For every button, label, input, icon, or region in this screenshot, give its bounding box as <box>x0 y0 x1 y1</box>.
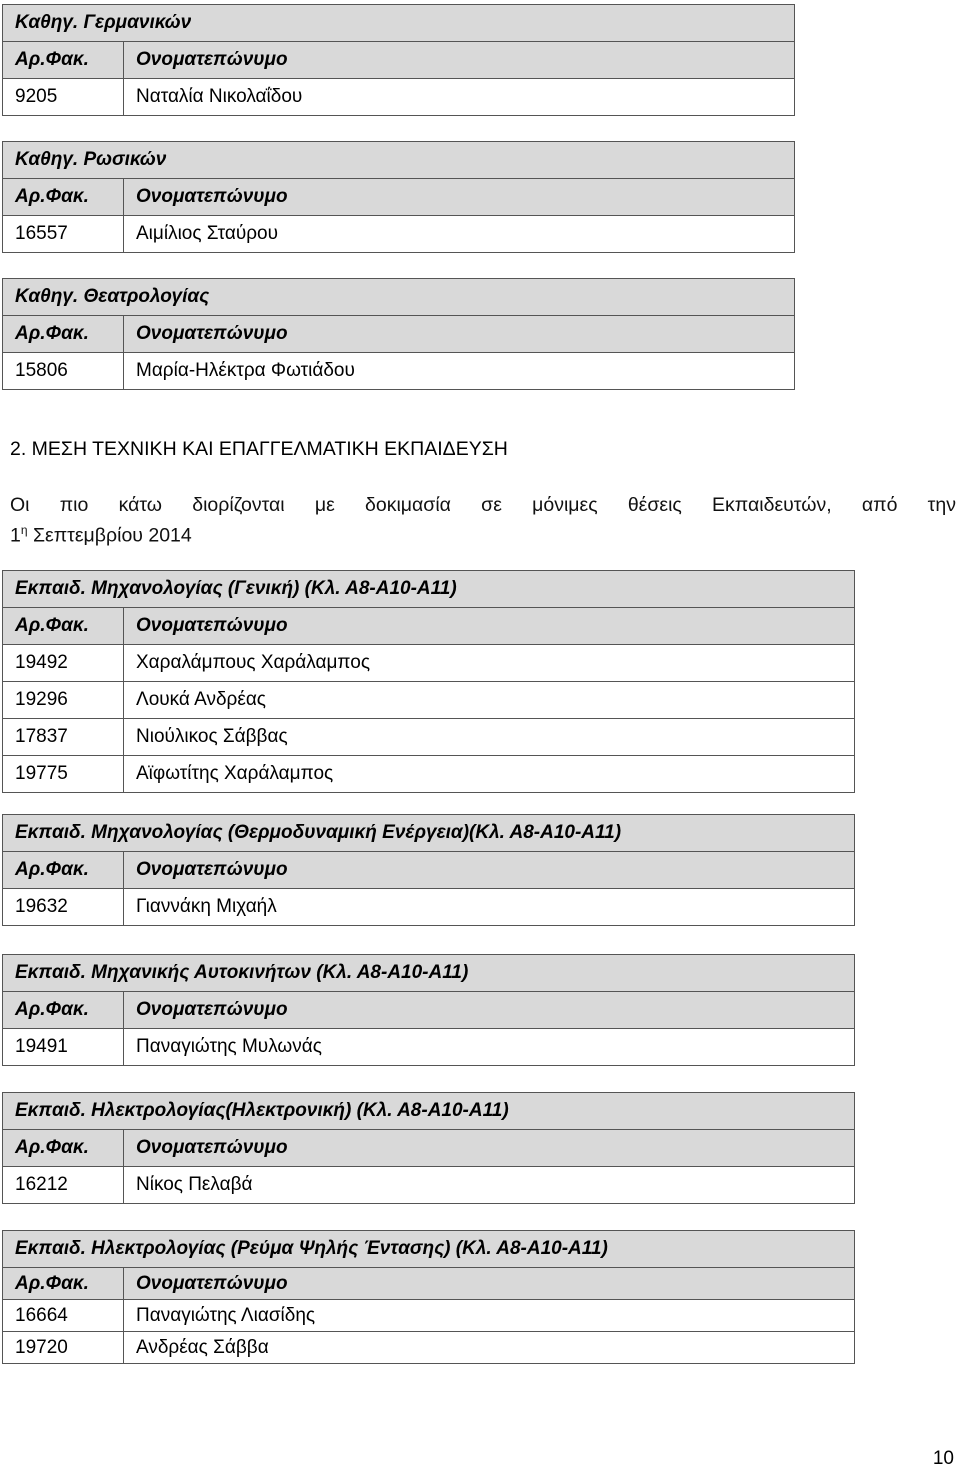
file-no: 19775 <box>3 756 124 793</box>
table-title: Εκπαιδ. Μηχανολογίας (Θερμοδυναμική Ενέργεια)(Κλ. Α8-Α10-Α11) <box>3 815 855 852</box>
day-number: 1 <box>10 524 21 547</box>
word: με <box>314 494 335 516</box>
word: σε <box>481 494 502 516</box>
table-high-voltage <box>2 1230 855 1364</box>
col-header-fullname: Ονοματεπώνυμο <box>124 179 795 216</box>
file-no: 15806 <box>3 353 124 390</box>
col-header-fullname: Ονοματεπώνυμο <box>124 608 855 645</box>
fullname: Παναγιώτης Λιασίδης <box>124 1300 855 1332</box>
col-header-fullname: Ονοματεπώνυμο <box>124 1130 855 1167</box>
file-no: 17837 <box>3 719 124 756</box>
file-no: 19632 <box>3 889 124 926</box>
fullname: Παναγιώτης Μυλωνάς <box>124 1029 855 1066</box>
ordinal-suffix: η <box>20 523 28 537</box>
table-title: Εκπαιδ. Μηχανικής Αυτοκινήτων (Κλ. Α8-Α10-Α11) <box>3 955 855 992</box>
word: Εκπαιδευτών, <box>712 494 832 516</box>
col-header-file-no: Αρ.Φακ. <box>3 992 124 1029</box>
table-mechanical-thermo <box>2 814 855 926</box>
word: διορίζονται <box>192 494 285 516</box>
table-title: Καθηγ. Γερμανικών <box>3 5 795 42</box>
col-header-fullname: Ονοματεπώνυμο <box>124 1268 855 1300</box>
file-no: 16664 <box>3 1300 124 1332</box>
table-row <box>3 1300 855 1332</box>
word: την <box>927 494 956 516</box>
word: κάτω <box>118 494 163 516</box>
col-header-file-no: Αρ.Φακ. <box>3 42 124 79</box>
table-row <box>3 756 855 793</box>
col-header-file-no: Αρ.Φακ. <box>3 608 124 645</box>
word: από <box>861 494 898 516</box>
table-row <box>3 645 855 682</box>
table-russian <box>2 141 795 253</box>
section-heading: 2. ΜΕΣΗ ΤΕΧΝΙΚΗ ΚΑΙ ΕΠΑΓΓΕΛΜΑΤΙΚΗ ΕΚΠΑΙΔΕΥΣΗ <box>10 438 508 460</box>
table-electronics <box>2 1092 855 1204</box>
fullname: Ναταλία Νικολαΐδου <box>124 79 795 116</box>
table-row <box>3 1029 855 1066</box>
col-header-file-no: Αρ.Φακ. <box>3 852 124 889</box>
paragraph-line-2 <box>10 523 956 548</box>
table-mechanical-general <box>2 570 855 793</box>
table-row <box>3 719 855 756</box>
file-no: 16557 <box>3 216 124 253</box>
table-row <box>3 889 855 926</box>
word: θέσεις <box>627 494 682 516</box>
fullname: Νιούλικος Σάββας <box>124 719 855 756</box>
col-header-file-no: Αρ.Φακ. <box>3 1268 124 1300</box>
word: Οι <box>10 494 30 516</box>
fullname: Μαρία-Ηλέκτρα Φωτιάδου <box>124 353 795 390</box>
table-row <box>3 682 855 719</box>
table-row <box>3 1332 855 1364</box>
file-no: 19720 <box>3 1332 124 1364</box>
word: δοκιμασία <box>365 494 451 516</box>
date-text: Σεπτεμβρίου 2014 <box>27 524 192 547</box>
table-automotive <box>2 954 855 1066</box>
file-no: 16212 <box>3 1167 124 1204</box>
table-title: Καθηγ. Ρωσικών <box>3 142 795 179</box>
file-no: 19492 <box>3 645 124 682</box>
col-header-fullname: Ονοματεπώνυμο <box>124 852 855 889</box>
table-row <box>3 353 795 390</box>
table-row <box>3 1167 855 1204</box>
table-title: Εκπαιδ. Ηλεκτρολογίας (Ρεύμα Ψηλής Έντασης) (Κλ. Α8-Α10-Α11) <box>3 1231 855 1268</box>
table-title: Εκπαιδ. Ηλεκτρολογίας(Ηλεκτρονική) (Κλ. Α8-Α10-Α11) <box>3 1093 855 1130</box>
table-german <box>2 4 795 116</box>
intro-paragraph <box>10 494 956 548</box>
table-title: Εκπαιδ. Μηχανολογίας (Γενική) (Κλ. Α8-Α10-Α11) <box>3 571 855 608</box>
word: μόνιμες <box>532 494 598 516</box>
fullname: Γιαννάκη Μιχαήλ <box>124 889 855 926</box>
fullname: Ανδρέας Σάββα <box>124 1332 855 1364</box>
fullname: Λουκά Ανδρέας <box>124 682 855 719</box>
table-row <box>3 79 795 116</box>
table-theatre <box>2 278 795 390</box>
page-number: 10 <box>932 1448 954 1469</box>
fullname: Νίκος Πελαβά <box>124 1167 855 1204</box>
table-row <box>3 216 795 253</box>
word: πιο <box>59 494 89 516</box>
col-header-file-no: Αρ.Φακ. <box>3 179 124 216</box>
fullname: Χαραλάμπους Χαράλαμπος <box>124 645 855 682</box>
fullname: Αϊφωτίτης Χαράλαμπος <box>124 756 855 793</box>
col-header-fullname: Ονοματεπώνυμο <box>124 992 855 1029</box>
table-title: Καθηγ. Θεατρολογίας <box>3 279 795 316</box>
fullname: Αιμίλιος Σταύρου <box>124 216 795 253</box>
col-header-fullname: Ονοματεπώνυμο <box>124 316 795 353</box>
col-header-fullname: Ονοματεπώνυμο <box>124 42 795 79</box>
file-no: 19491 <box>3 1029 124 1066</box>
col-header-file-no: Αρ.Φακ. <box>3 1130 124 1167</box>
file-no: 9205 <box>3 79 124 116</box>
paragraph-line-1 <box>10 494 956 517</box>
file-no: 19296 <box>3 682 124 719</box>
col-header-file-no: Αρ.Φακ. <box>3 316 124 353</box>
